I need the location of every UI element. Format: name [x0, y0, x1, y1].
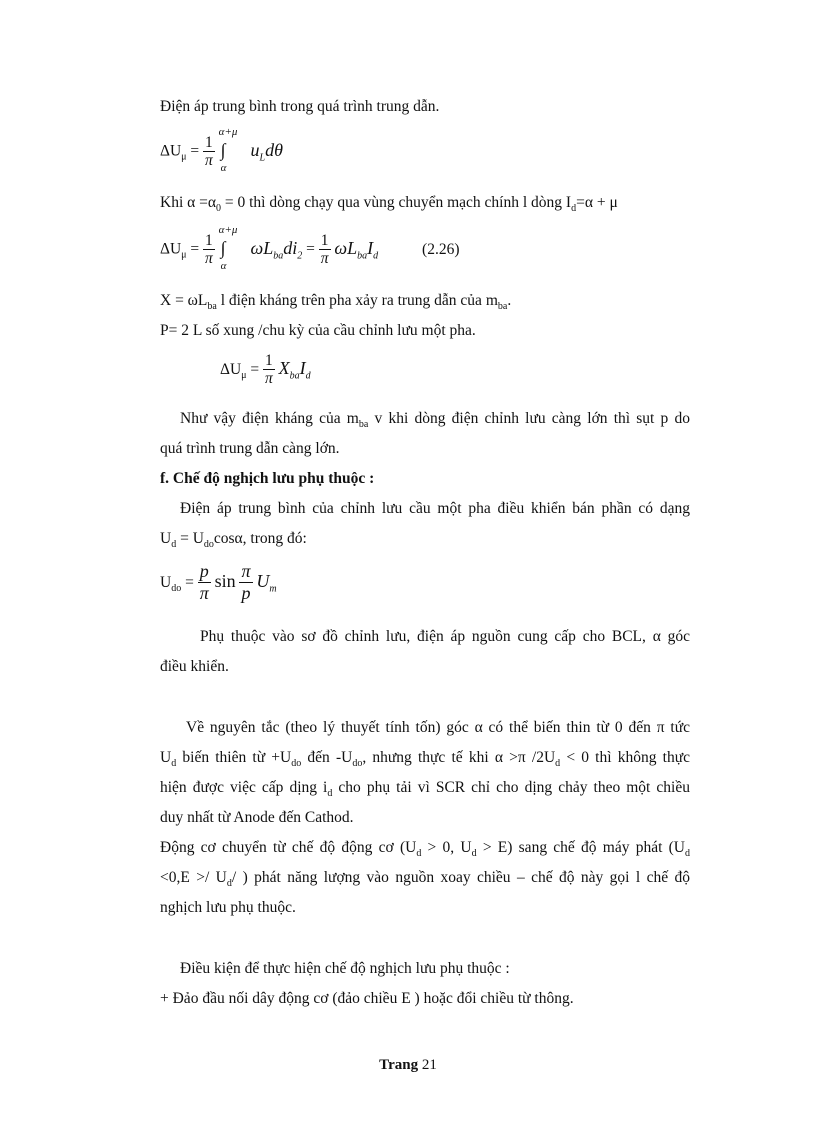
section-heading: f. Chế độ nghịch lưu phụ thuộc :	[160, 470, 375, 487]
paragraph-line: Khi $\alpha =\alpha_0 = 0$ thì dòng chạy qua vùng chuyển mạch chính l dòng $I_d=\alpha + \mu$	[160, 194, 618, 215]
paragraph-line: quá trình trung dẫn càng lớn.	[160, 440, 340, 457]
page-number: 21	[421, 1057, 437, 1073]
paragraph-line: $U_d = U_{do}\cos\alpha$, trong đó:	[160, 530, 307, 551]
page-label: Trang	[379, 1057, 419, 1073]
formula-voltage-drop-integral: $\Delta U_\mu$ = $\frac{1}{\pi}$ α+μ ∫ α $u_Ld\theta$	[160, 126, 283, 174]
paragraph-line: Về nguyên tắc (theo lý thuyết tính tốn) góc α có thể biến thin từ 0 đến π tức	[186, 719, 690, 736]
paragraph-line: điều khiển.	[160, 658, 229, 675]
formula-2-26: $\Delta U_\mu$ = $\frac{1}{\pi}$ α+μ ∫ α $\omega L_{ba}di_2$ = $\frac{1}{\pi}$ $\omega L_{ba}I_d$ (2.26)	[160, 224, 460, 272]
paragraph-line: P= 2 L số xung /chu kỳ của cầu chỉnh lưu một pha.	[160, 322, 476, 339]
paragraph-line: $X = \omega L_{ba}$ l điện kháng trên pha xảy ra trung dẫn của $m_{ba}$.	[160, 292, 512, 313]
formula-udo: $U_{do}$ = $\frac{p}{\pi}$ sin $\frac{\pi}{p}$ $U_m$	[160, 561, 277, 603]
paragraph-line: Phụ thuộc vào sơ đồ chỉnh lưu, điện áp nguồn cung cấp cho BCL, α góc	[200, 628, 690, 645]
paragraph-line: Điện áp trung bình trong quá trình trung dẫn.	[160, 98, 440, 115]
paragraph-line: Động cơ chuyển từ chế độ động cơ ($U_d > 0$, $U_d > E$) sang chế độ máy phát ($U_d$	[160, 839, 690, 860]
paragraph-line: nghịch lưu phụ thuộc.	[160, 899, 296, 916]
paragraph-line: duy nhất từ Anode đến Cathod.	[160, 809, 354, 826]
paragraph-line: Điều kiện để thực hiện chế độ nghịch lưu phụ thuộc :	[180, 960, 510, 977]
equation-number: (2.26)	[422, 240, 460, 258]
paragraph-line: + Đảo đầu nối dây động cơ (đảo chiều E ) hoặc đổi chiều từ thông.	[160, 990, 574, 1007]
paragraph-line: Như vậy điện kháng của $m_{ba}$ v khi dòng điện chỉnh lưu càng lớn thì sụt p do	[180, 410, 690, 431]
paragraph-line: $U_d$ biến thiên từ $+U_{do}$ đến $-U_{do}$, nhưng thực tế khi α >π $/2U_d < 0$ thì không thực	[160, 749, 690, 770]
page-footer	[0, 1057, 816, 1074]
paragraph-line: $<0,E >/ U_d/$ ) phát năng lượng vào nguồn xoay chiều – chế độ này gọi l chế độ	[160, 869, 690, 890]
formula-voltage-drop-reactance: $\Delta U_\mu$ = $\frac{1}{\pi}$ $X_{ba}I_d$	[220, 352, 311, 388]
paragraph-line: Điện áp trung bình của chỉnh lưu cầu một pha điều khiển bán phần có dạng	[180, 500, 690, 517]
paragraph-line: hiện được việc cấp dịng $i_d$ cho phụ tải vì SCR chỉ cho dịng chảy theo một chiều	[160, 779, 690, 800]
